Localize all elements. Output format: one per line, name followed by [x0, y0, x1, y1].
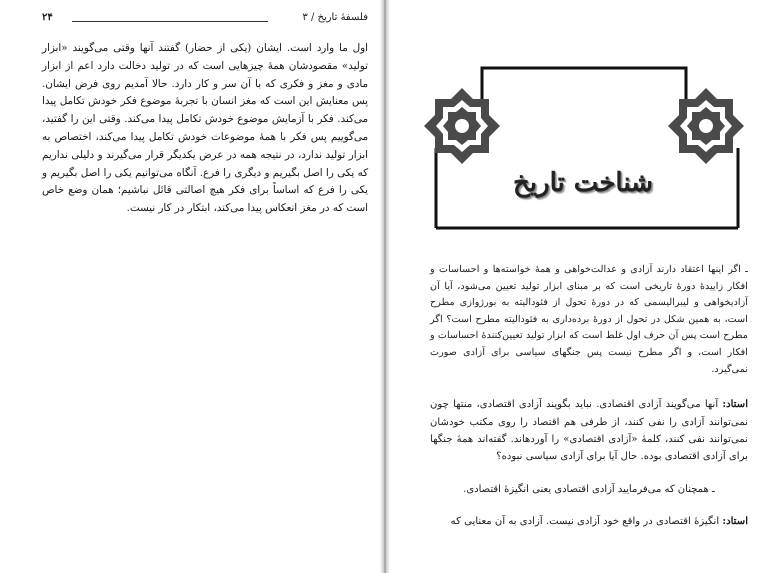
answer-paragraph-2 — [430, 513, 748, 530]
left-page — [0, 0, 380, 573]
chapter-title: شناخت تاریخ — [513, 168, 653, 198]
page-header — [42, 12, 368, 30]
answer-text-2: انگیزهٔ اقتصادی در واقع خود آزادی نیست. آزادی به آن معنایی که — [450, 516, 720, 528]
answer-paragraph-1 — [430, 396, 748, 466]
book-gutter — [380, 0, 390, 573]
speaker-label: استاد: — [722, 516, 748, 528]
left-paragraph: اول ما وارد است. ایشان (یکی از حضار) گفتند آنها وقتی می‌گویند «ابزار تولید» مقصودشان همهٔ چیزهایی است که در تولید دخالت دارد اعم از ابزار مادی و مغز و فکری که با آن سر و کار دارد. حالا آمدیم روی فرض ایشان. پس معنایش این است که مغز انسان با تجربهٔ موضوع فکر خودش تکامل پیدا می‌کند. فکر با آزمایش موضوع خودش تکامل پیدا می‌کند. وقتی این را گفتید، می‌گوییم پس فکر با همهٔ موضوعات خودش تکامل پیدا می‌کند، اختصاص به ابزار تولید ندارد، در نتیجه همه در عرض یکدیگر قرار می‌گیرند و دلیلی نداریم که یکی را اصل بگیریم و دیگری را فرع. آنگاه می‌توانیم یکی را اصل بگیریم و یکی را فرع که اساساً برای فکر هیچ اصالتی قائل نباشیم؛ همان وضع خاص است که در مغز انعکاس پیدا می‌کند، ابتکار در کار نیست. — [42, 42, 368, 215]
right-page — [390, 0, 768, 573]
right-star-medallion-icon — [668, 88, 744, 164]
inline-quote: ـ همچنان که می‌فرمایید آزادی اقتصادی یعنی انگیزهٔ اقتصادی. — [463, 483, 715, 495]
header-rule — [72, 21, 268, 22]
question-quote: ـ اگر اینها اعتقاد دارند آزادی و عدالت‌خواهی و همهٔ خواسته‌ها و احساسات و افکار زاییدهٔ دورهٔ تاریخی است که بر مبنای ابزار تولید تعیین می‌شود، آیا آن آزادیخواهی و لیبرالیسمی که در دورهٔ تحول از فئودالیته به بورژوازی مطرح است، به همین شکل در تحول از دورهٔ برده‌داری به فئودالیته مطرح است؟ اگر مطرح است پس آن حرف اول غلط است که ابزار تولید تعیین‌کنندهٔ احساسات و افکار است، و اگر مطرح نیست پس جنگهای سیاسی برای آزادی صورت نمی‌گیرد. — [430, 264, 748, 375]
right-body-text — [430, 262, 748, 546]
answer-text-1: آنها می‌گویند آزادی اقتصادی. نباید بگویند آزادی اقتصادی، منتها چون نمی‌توانند آزادی را نفی کنند، از طرفی هم اقتصاد را روی مکتب خودشان نمی‌توانند نفی کنند، کلمهٔ «آزادی اقتصادی» را آوردهاند. گفته‌اند همهٔ جنگها برای آزادی اقتصادی بوده. حال آیا برای آزادی سیاسی نبوده؟ — [430, 399, 748, 463]
running-title: فلسفهٔ تاریخ / ۳ — [302, 12, 368, 23]
left-body-text — [42, 40, 368, 218]
left-star-medallion-icon — [424, 88, 500, 164]
page-number: ۲۴ — [42, 12, 53, 23]
speaker-label: استاد: — [722, 399, 748, 411]
chapter-ornament — [416, 58, 750, 238]
